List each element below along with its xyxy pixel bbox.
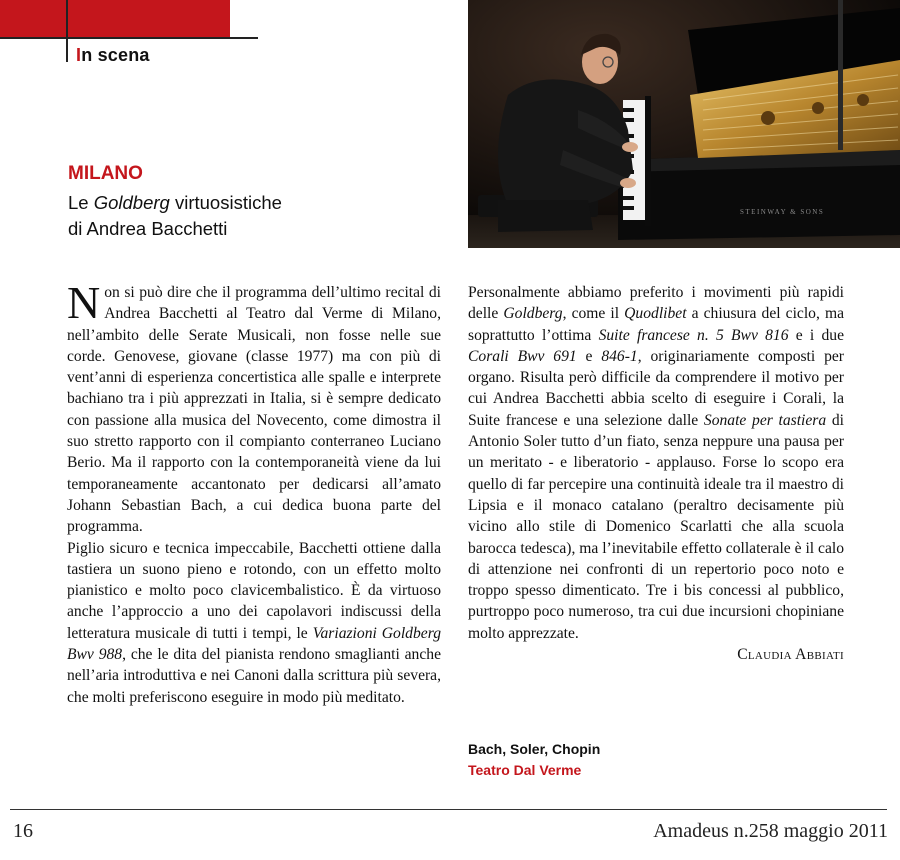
- italic-title-text: Quodlibet: [624, 305, 687, 323]
- event-venue: Teatro Dal Verme: [468, 762, 582, 778]
- headline-title: [68, 190, 428, 242]
- body-text-run: on si può dire che il programma dell’ultimo recital di Andrea Bacchetti al Teatro dal Verme di Milano, nell’ambito delle Serate Musicali, non fosse nelle sue corde. Genovese, giovane (classe 1977) ma con più di vent’anni di esperienza concertistica alle spalle e interprete bachiano tra i più apprezzati in Italia, si è sempre dedicato con passione alla musica del Novecento, come dimostra il suo stretto rapporto con il compianto conterraneo Luciano Berio. Ma il rapporto con la contemporaneità viene da lui temporaneamente accantonato per dedicarsi all’amato Johann Sebastian Bach, a cui dedica buona parte del programma.: [67, 284, 441, 536]
- body-text-run: , come il: [562, 305, 625, 323]
- section-label: [76, 45, 150, 66]
- body-text-run: di Antonio Soler tutto d’un fiato, senza neppure una pausa per un meritato - e liberatorio - applauso. Forse lo scopo era quello di far percepire una continuità ideale tra il maestro di Lipsia e il monaco catalano (peraltro decisamente più vicino allo stile di Domenico Scarlatti che alla scuola barocca tedesca), ma l’inevitabile effetto collaterale è il calo di attenzione nei confronti di un repertorio poco noto e troppo spesso dimenticato. Tre i bis concessi al pubblico, purtroppo poco numeroso, tra cui due incursioni chopiniane molto apprezzate.: [468, 411, 844, 642]
- body-text-run: Piglio sicuro e tecnica impeccabile, Bacchetti ottiene dalla tastiera un suono pieno e rotondo, con un effetto molto pianistico e molto poco clavicembalistico. È da virtuoso anche l’approccio a uno dei capolavori indiscussi della letteratura musicale di tutti i tempi, le: [67, 539, 441, 642]
- italic-title-text: Corali Bwv 691: [468, 347, 577, 365]
- article-paragraph-1-text: [67, 277, 441, 536]
- body-text-run: Personalmente abbiamo preferito i movimenti più rapidi delle: [468, 284, 844, 323]
- header-rule: [0, 37, 258, 39]
- italic-title-text: Variazioni Goldberg Bwv 988: [67, 624, 441, 664]
- body-text-run: , originariamente composti per organo. Risulta però difficile da comprendere il motivo per cui Andrea Bacchetti abbia scelto di eseguire i Corali, la Suite francese e una selezione dalle: [468, 347, 844, 429]
- drop-cap: N: [67, 277, 101, 328]
- section-label-rest: n scena: [81, 45, 150, 65]
- footer-rule: [10, 809, 887, 810]
- body-text-run: e: [576, 347, 602, 365]
- headline-city: MILANO: [68, 163, 143, 184]
- article-column-left: [67, 277, 441, 708]
- header-red-bar: [0, 0, 230, 38]
- article-column-right: [468, 282, 844, 665]
- italic-title-text: Goldberg: [503, 305, 563, 323]
- header-vertical-rule: [66, 0, 68, 62]
- piano-brand-mark: STEINWAY & SONS: [740, 208, 825, 216]
- body-text-run: , che le dita del pianista rendono smaglianti anche nell’aria introduttiva e nei Canoni dalla scrittura più severa, che molti preferiscono eseguire in modo più meditato.: [67, 646, 441, 706]
- headline-title-post: virtuosistiche: [169, 192, 282, 213]
- page-number: 16: [13, 820, 33, 842]
- italic-title-text: Sonate per tastiera: [703, 411, 827, 429]
- headline-title-line2: di Andrea Bacchetti: [68, 218, 228, 239]
- event-artists: Bach, Soler, Chopin: [468, 741, 601, 757]
- article-paragraph-2: [67, 538, 441, 708]
- section-label-initial: I: [76, 45, 82, 65]
- italic-title-text: 846-1: [601, 347, 638, 365]
- pianist-photo: [468, 0, 900, 248]
- article-paragraph-3: [468, 282, 844, 644]
- body-text-run: e i due: [788, 326, 845, 344]
- issue-line: Amadeus n.258 maggio 2011: [653, 820, 888, 842]
- headline-title-em: Goldberg: [93, 192, 170, 213]
- article-paragraph-1: [67, 277, 441, 538]
- body-text-run: a chiusura del ciclo, ma soprattutto l’ottima: [468, 305, 845, 344]
- italic-title-text: Suite francese n. 5 Bwv 816: [598, 326, 789, 344]
- headline-title-pre: Le: [68, 192, 94, 213]
- author-signature: Claudia Abbiati: [737, 646, 844, 664]
